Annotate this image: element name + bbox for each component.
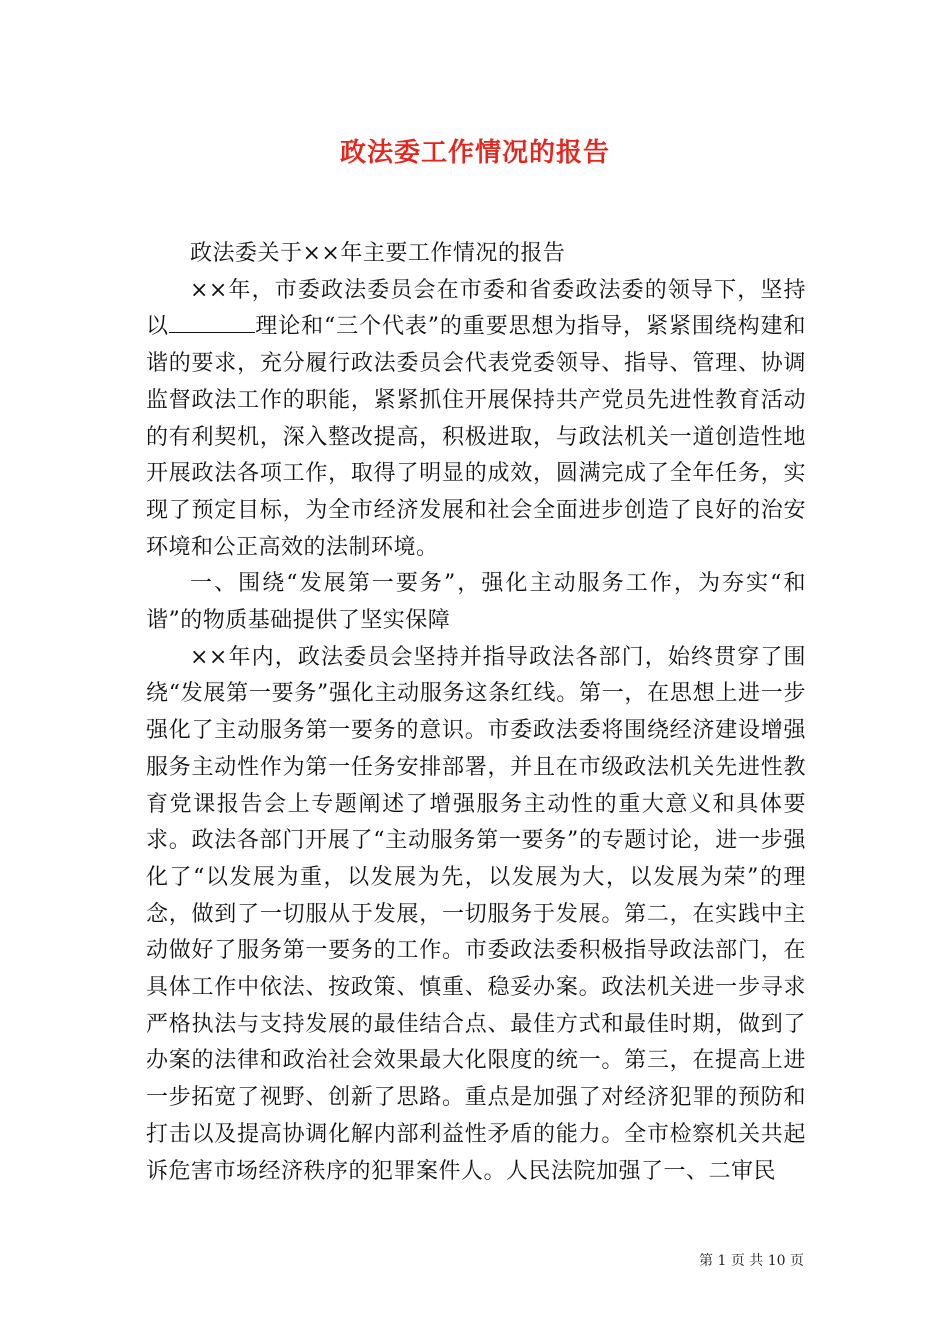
document-body [146,236,806,1190]
intro-paragraph-part2: 理论和“三个代表”的重要思想为指导，紧紧围绕构建和谐的要求，充分履行政法委员会代表党委领导、指导、管理、协调监督政法工作的职能，紧紧抓住开展保持共产党员先进性教育活动的有利契机，深入整改提高，积极进取，与政法机关一道创造性地开展政法各项工作，取得了明显的成效，圆满完成了全年任务，实现了预定目标，为全市经济发展和社会全面进步创造了良好的治安环境和公正高效的法制环境。 [146,314,806,560]
section-one-paragraph: ××年内，政法委员会坚持并指导政法各部门，始终贯穿了围绕“发展第一要务”强化主动服务这条红线。第一，在思想上进一步强化了主动服务第一要务的意识。市委政法委将围绕经济建设增强服务主动性作为第一任务安排部署，并且在市级政法机关先进性教育党课报告会上专题阐述了增强服务主动性的重大意义和具体要求。政法各部门开展了“主动服务第一要务”的专题讨论，进一步强化了“以发展为重，以发展为先，以发展为大，以发展为荣”的理念，做到了一切服从于发展，一切服务于发展。第二，在实践中主动做好了服务第一要务的工作。市委政法委积极指导政法部门，在具体工作中依法、按政策、慎重、稳妥办案。政法机关进一步寻求严格执法与支持发展的最佳结合点、最佳方式和最佳时期，做到了办案的法律和政治社会效果最大化限度的统一。第三，在提高上进一步拓宽了视野、创新了思路。重点是加强了对经济犯罪的预防和打击以及提高协调化解内部利益性矛盾的能力。全市检察机关共起诉危害市场经济秩序的犯罪案件人。人民法院加强了一、二审民 [146,644,806,1184]
page-footer: 第 1 页 共 10 页 [699,1253,804,1269]
intro-paragraph-part1: ××年，市委政法委员会在市委和省委政法委的领导下，坚持以 [146,277,806,340]
blank-underline [169,314,255,333]
document-title: 政法委工作情况的报告 [339,138,610,168]
section-one-heading: 一、围绕“发展第一要务”，强化主动服务工作，为夯实“和谐”的物质基础提供了坚实保障 [146,571,806,634]
intro-paragraph [146,273,806,567]
report-subtitle-paragraph: 政法委关于××年主要工作情况的报告 [190,241,566,266]
